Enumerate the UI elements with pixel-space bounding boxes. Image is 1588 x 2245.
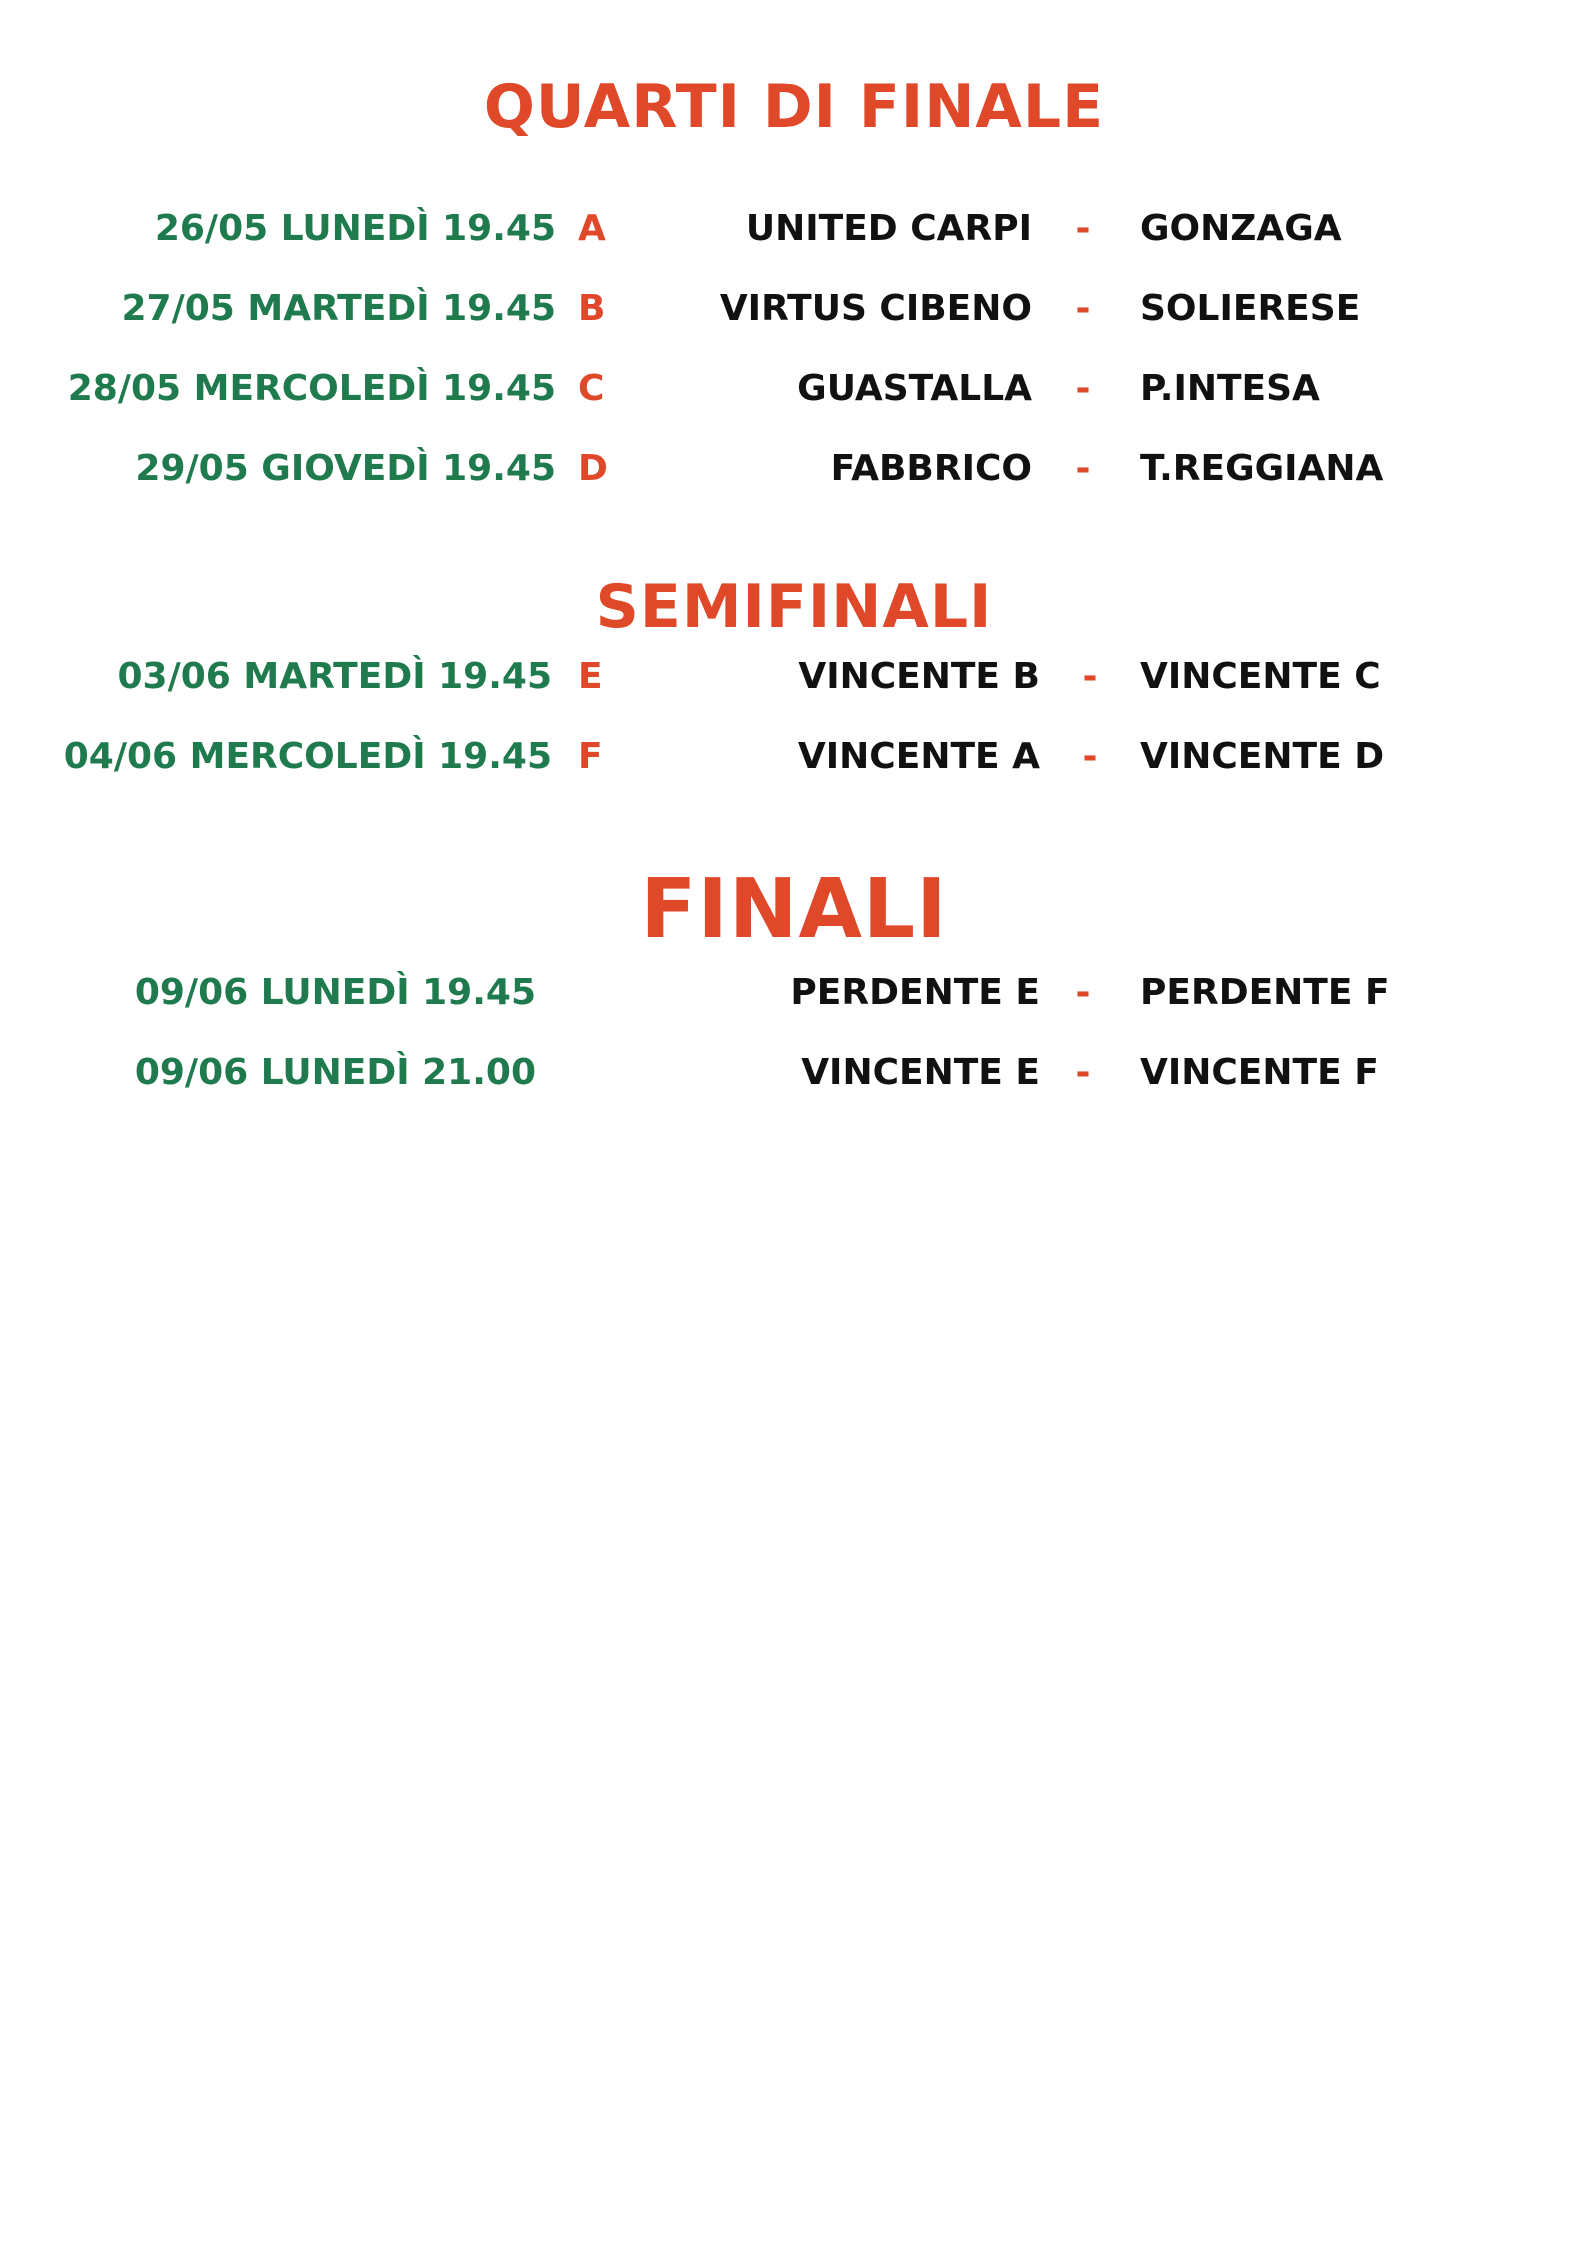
match-code: E xyxy=(578,656,603,697)
away-team: PERDENTE F xyxy=(1140,972,1390,1013)
match-separator: - xyxy=(1075,1052,1091,1093)
home-team: PERDENTE E xyxy=(790,972,1040,1013)
match-date: 04/06 MERCOLEDÌ 19.45 xyxy=(63,736,552,777)
match-code: F xyxy=(578,736,603,777)
away-team: GONZAGA xyxy=(1140,208,1342,249)
home-team: VINCENTE E xyxy=(801,1052,1040,1093)
match-code: B xyxy=(578,288,606,329)
home-team: VINCENTE A xyxy=(797,736,1040,777)
away-team: T.REGGIANA xyxy=(1140,448,1384,489)
match-separator: - xyxy=(1075,208,1091,249)
semifinali-title: SEMIFINALI xyxy=(595,572,993,642)
match-code: A xyxy=(578,208,606,249)
quarti-title: QUARTI DI FINALE xyxy=(483,72,1105,142)
match-separator: - xyxy=(1082,736,1098,777)
home-team: VIRTUS CIBENO xyxy=(719,288,1032,329)
quarti-match-row xyxy=(0,364,1588,414)
home-team: GUASTALLA xyxy=(797,368,1032,409)
semifinali-match-row xyxy=(0,732,1588,782)
match-separator: - xyxy=(1075,368,1091,409)
away-team: VINCENTE F xyxy=(1140,1052,1379,1093)
match-separator: - xyxy=(1082,656,1098,697)
match-code: C xyxy=(578,368,605,409)
quarti-match-row xyxy=(0,444,1588,494)
quarti-match-row xyxy=(0,204,1588,254)
match-separator: - xyxy=(1075,972,1091,1013)
away-team: VINCENTE D xyxy=(1140,736,1385,777)
finali-title: FINALI xyxy=(640,862,948,957)
match-date: 27/05 MARTEDÌ 19.45 xyxy=(121,288,556,329)
home-team: FABBRICO xyxy=(830,448,1032,489)
away-team: VINCENTE C xyxy=(1140,656,1381,697)
match-date: 09/06 LUNEDÌ 19.45 xyxy=(134,972,536,1013)
away-team: SOLIERESE xyxy=(1140,288,1361,329)
finali-match-row xyxy=(0,1048,1588,1098)
finali-match-row xyxy=(0,968,1588,1018)
match-date: 03/06 MARTEDÌ 19.45 xyxy=(117,656,552,697)
match-code: D xyxy=(578,448,608,489)
home-team: VINCENTE B xyxy=(798,656,1040,697)
match-separator: - xyxy=(1075,288,1091,329)
match-date: 26/05 LUNEDÌ 19.45 xyxy=(154,208,556,249)
match-date: 09/06 LUNEDÌ 21.00 xyxy=(134,1052,536,1093)
semifinali-match-row xyxy=(0,652,1588,702)
match-separator: - xyxy=(1075,448,1091,489)
quarti-match-row xyxy=(0,284,1588,334)
match-date: 29/05 GIOVEDÌ 19.45 xyxy=(135,448,556,489)
away-team: P.INTESA xyxy=(1140,368,1320,409)
match-date: 28/05 MERCOLEDÌ 19.45 xyxy=(67,368,556,409)
home-team: UNITED CARPI xyxy=(745,208,1032,249)
